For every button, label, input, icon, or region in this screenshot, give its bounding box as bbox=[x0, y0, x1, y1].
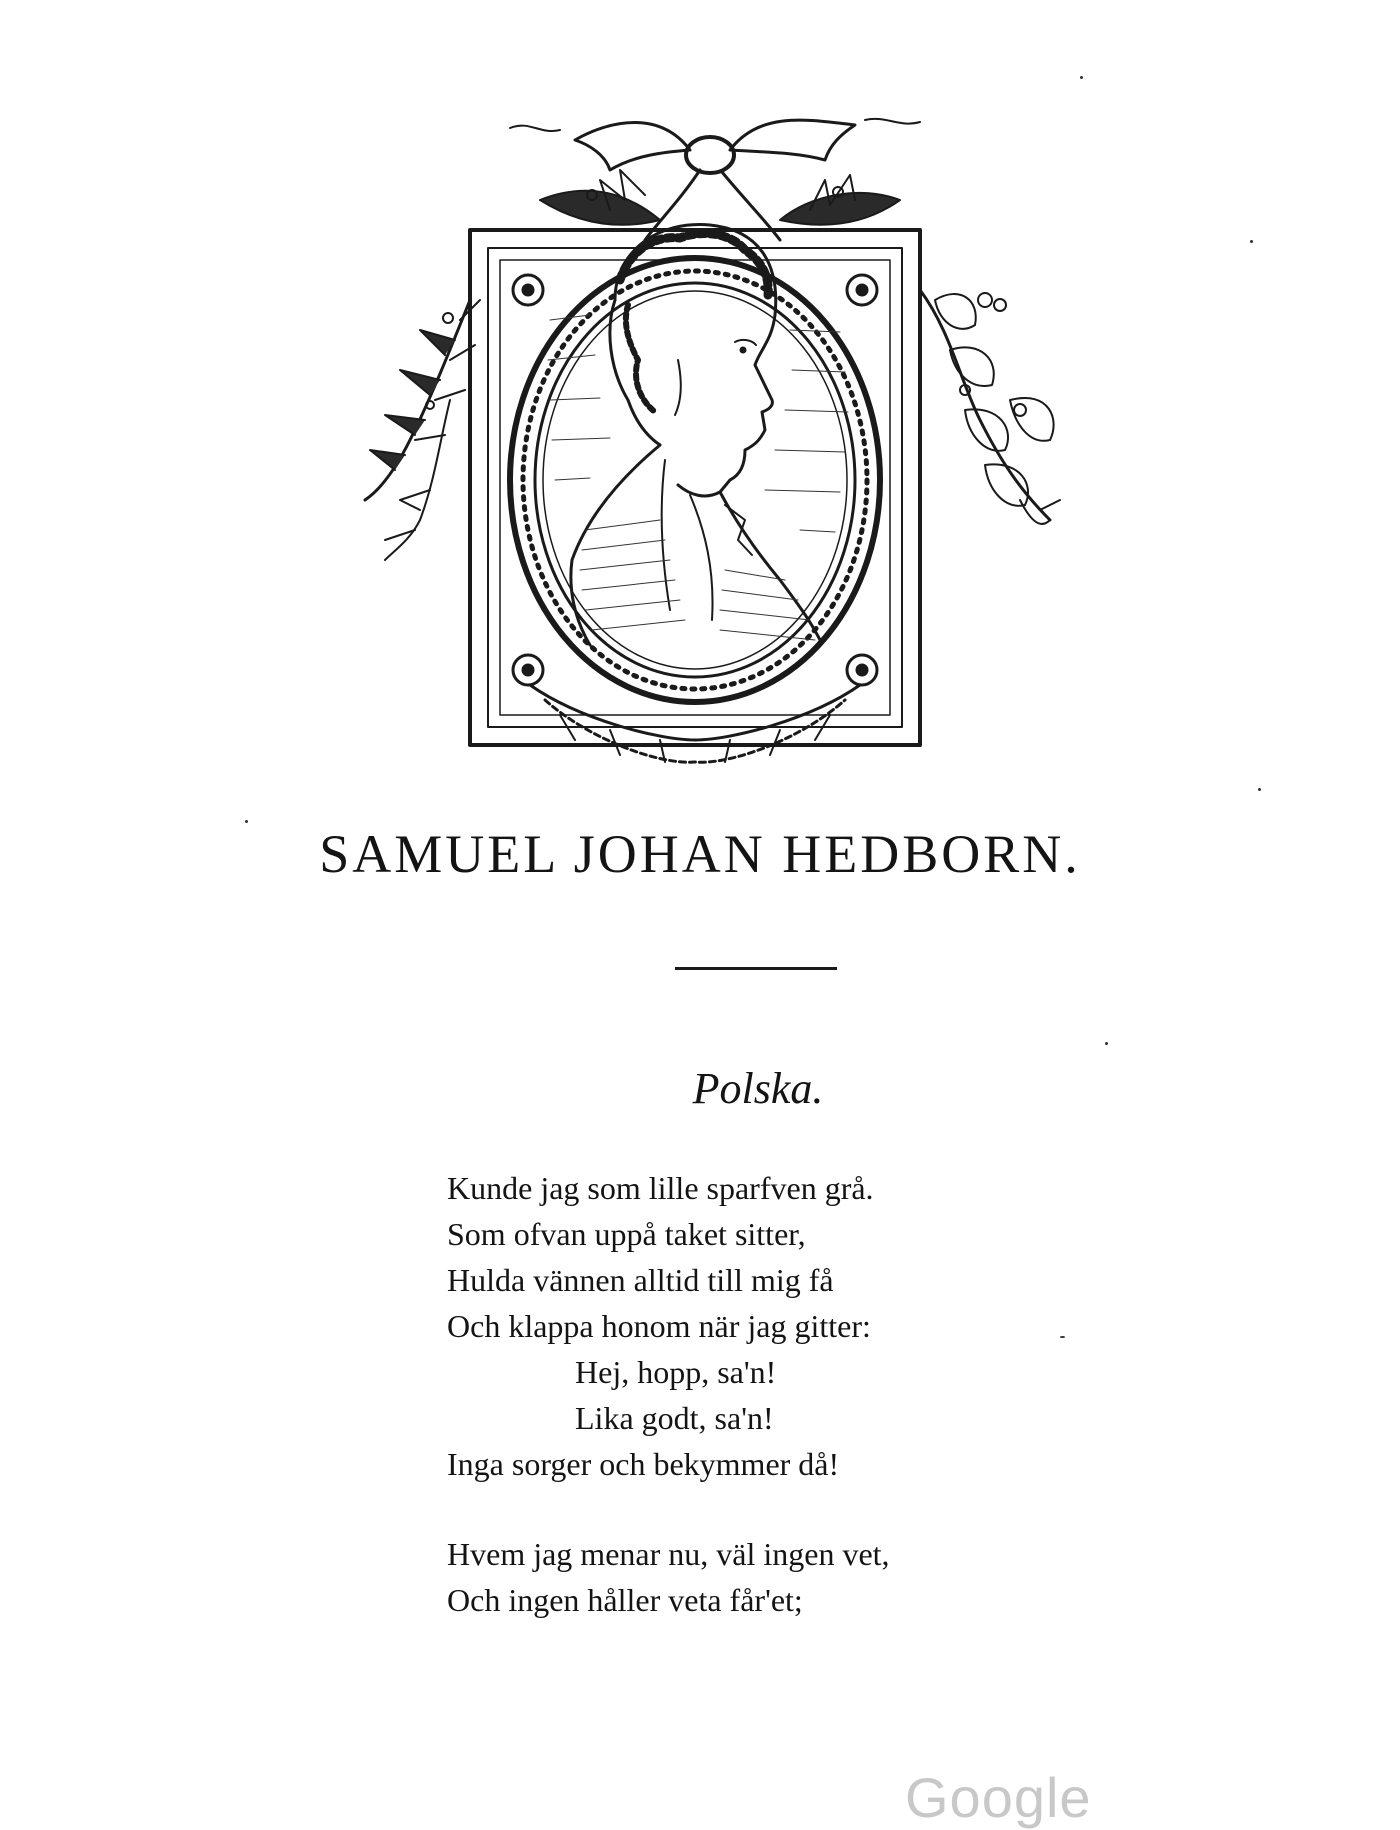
verse-line: Och klappa honom när jag gitter: bbox=[447, 1308, 871, 1344]
verse-line-refrain: Lika godt, sa'n! bbox=[575, 1400, 774, 1436]
verse-line: Hulda vännen alltid till mig få bbox=[447, 1262, 834, 1298]
scan-speck bbox=[1080, 76, 1083, 79]
stanza bbox=[447, 1165, 1147, 1487]
author-name: SAMUEL JOHAN HEDBORN. bbox=[319, 824, 1081, 884]
scan-speck bbox=[245, 820, 248, 823]
scanner-watermark: Google bbox=[905, 1766, 1092, 1829]
verse-line: Kunde jag som lille sparfven grå. bbox=[447, 1170, 874, 1206]
title-divider bbox=[675, 967, 837, 970]
scan-speck bbox=[1258, 788, 1261, 791]
stanza bbox=[447, 1531, 1147, 1623]
poem-title: Polska. bbox=[692, 1064, 824, 1113]
verse-line: Hvem jag menar nu, väl ingen vet, bbox=[447, 1536, 890, 1572]
verse-line: Som ofvan uppå taket sitter, bbox=[447, 1216, 806, 1252]
verse-line: Och ingen håller veta får'et; bbox=[447, 1582, 803, 1618]
scan-speck bbox=[1250, 240, 1253, 243]
verse-line-refrain: Hej, hopp, sa'n! bbox=[575, 1354, 777, 1390]
scan-speck bbox=[1105, 1042, 1108, 1045]
scan-speck bbox=[1060, 1336, 1065, 1338]
poem-body bbox=[447, 1165, 1147, 1667]
portrait-medallion-icon bbox=[360, 100, 1160, 765]
verse-line: Inga sorger och bekymmer då! bbox=[447, 1446, 840, 1482]
